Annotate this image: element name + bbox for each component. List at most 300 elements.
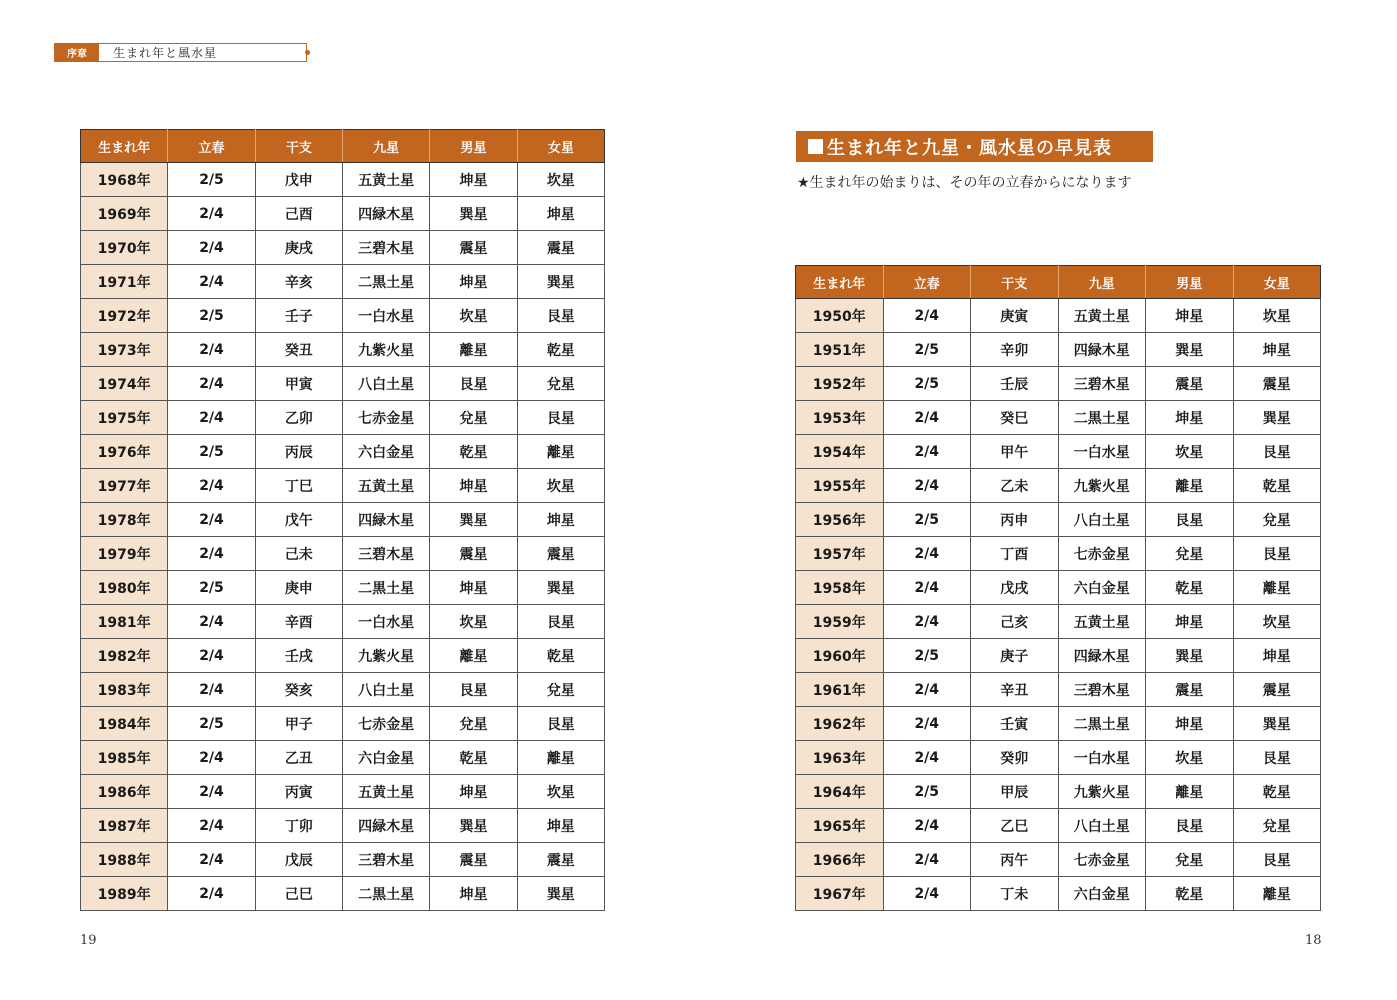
year-table-right xyxy=(795,265,1321,911)
table-cell: 辛丑 xyxy=(971,673,1059,707)
table-cell: 巽星 xyxy=(1233,707,1321,741)
table-row xyxy=(796,299,1321,333)
table-cell: 2/4 xyxy=(168,333,255,367)
table-body xyxy=(81,163,605,911)
year-cell: 1974年 xyxy=(81,367,168,401)
table-cell: 艮星 xyxy=(1233,741,1321,775)
table-row xyxy=(81,877,605,911)
table-row xyxy=(81,265,605,299)
year-cell: 1987年 xyxy=(81,809,168,843)
table-row xyxy=(796,435,1321,469)
table-cell: 坎星 xyxy=(517,469,604,503)
table-header-row xyxy=(796,266,1321,299)
table-cell: 七赤金星 xyxy=(1058,843,1146,877)
table-cell: 坤星 xyxy=(430,265,517,299)
table-cell: 五黄土星 xyxy=(342,469,429,503)
table-cell: 五黄土星 xyxy=(1058,299,1146,333)
section-heading xyxy=(796,131,1153,162)
table-cell: 2/4 xyxy=(168,367,255,401)
table-cell: 辛卯 xyxy=(971,333,1059,367)
table-cell: 乾星 xyxy=(1146,571,1234,605)
table-cell: 坎星 xyxy=(430,605,517,639)
table-row xyxy=(81,605,605,639)
table-row xyxy=(81,639,605,673)
table-cell: 戊午 xyxy=(255,503,342,537)
table-cell: 坤星 xyxy=(517,809,604,843)
column-header: 立春 xyxy=(883,266,971,299)
heading-text: 生まれ年と九星・風水星の早見表 xyxy=(827,137,1112,159)
square-icon xyxy=(808,139,823,154)
table-cell: 震星 xyxy=(517,537,604,571)
year-cell: 1953年 xyxy=(796,401,884,435)
table-cell: 艮星 xyxy=(430,673,517,707)
table-cell: 癸丑 xyxy=(255,333,342,367)
table-cell: 兌星 xyxy=(1146,843,1234,877)
column-header: 生まれ年 xyxy=(796,266,884,299)
table-cell: 2/4 xyxy=(883,469,971,503)
table-cell: 2/4 xyxy=(883,843,971,877)
table-cell: 巽星 xyxy=(1146,639,1234,673)
column-header: 男星 xyxy=(430,130,517,163)
year-cell: 1980年 xyxy=(81,571,168,605)
table-cell: 五黄土星 xyxy=(1058,605,1146,639)
table-cell: 2/5 xyxy=(168,571,255,605)
table-row xyxy=(796,537,1321,571)
table-cell: 2/4 xyxy=(883,537,971,571)
table-cell: 兌星 xyxy=(1233,809,1321,843)
table-cell: 震星 xyxy=(1233,673,1321,707)
column-header: 生まれ年 xyxy=(81,130,168,163)
table-cell: 兌星 xyxy=(430,707,517,741)
table-cell: 兌星 xyxy=(517,673,604,707)
table-cell: 辛亥 xyxy=(255,265,342,299)
table-cell: 乙巳 xyxy=(971,809,1059,843)
table-cell: 四緑木星 xyxy=(342,809,429,843)
table-cell: 坤星 xyxy=(517,503,604,537)
table-cell: 丙辰 xyxy=(255,435,342,469)
year-cell: 1951年 xyxy=(796,333,884,367)
table-row xyxy=(796,639,1321,673)
table-cell: 坤星 xyxy=(430,163,517,197)
table-row xyxy=(796,775,1321,809)
table-cell: 2/4 xyxy=(883,809,971,843)
table-cell: 2/5 xyxy=(168,299,255,333)
column-header: 女星 xyxy=(1233,266,1321,299)
table-cell: 2/4 xyxy=(883,401,971,435)
table-cell: 九紫火星 xyxy=(342,639,429,673)
chapter-header xyxy=(54,43,307,62)
table-cell: 丁未 xyxy=(971,877,1059,911)
year-cell: 1985年 xyxy=(81,741,168,775)
table-cell: 兌星 xyxy=(1146,537,1234,571)
table-cell: 乾星 xyxy=(1233,469,1321,503)
table-cell: 乾星 xyxy=(430,435,517,469)
page-number-left: 19 xyxy=(80,933,97,948)
table-cell: 2/4 xyxy=(883,299,971,333)
table-cell: 坤星 xyxy=(517,197,604,231)
table-row xyxy=(81,843,605,877)
table-cell: 三碧木星 xyxy=(1058,673,1146,707)
year-cell: 1950年 xyxy=(796,299,884,333)
table-row xyxy=(796,333,1321,367)
table-cell: 2/5 xyxy=(883,367,971,401)
table-cell: 2/5 xyxy=(168,163,255,197)
table-cell: 2/5 xyxy=(883,503,971,537)
table-cell: 離星 xyxy=(1146,775,1234,809)
table-cell: 離星 xyxy=(517,435,604,469)
table-row xyxy=(796,877,1321,911)
table-cell: 己未 xyxy=(255,537,342,571)
table-cell: 2/4 xyxy=(168,673,255,707)
table-cell: 離星 xyxy=(517,741,604,775)
table-cell: 震星 xyxy=(1146,367,1234,401)
table-cell: 離星 xyxy=(1146,469,1234,503)
table-cell: 壬寅 xyxy=(971,707,1059,741)
table-row xyxy=(796,469,1321,503)
year-cell: 1954年 xyxy=(796,435,884,469)
table-cell: 艮星 xyxy=(1233,537,1321,571)
table-row xyxy=(81,707,605,741)
table-row xyxy=(796,673,1321,707)
table-cell: 庚申 xyxy=(255,571,342,605)
table-cell: 2/4 xyxy=(168,605,255,639)
table-cell: 丙午 xyxy=(971,843,1059,877)
table-cell: 震星 xyxy=(517,231,604,265)
year-table-left xyxy=(80,129,605,911)
table-cell: 丙寅 xyxy=(255,775,342,809)
year-cell: 1984年 xyxy=(81,707,168,741)
table-cell: 2/4 xyxy=(883,435,971,469)
table-cell: 三碧木星 xyxy=(342,843,429,877)
table-cell: 坎星 xyxy=(1146,741,1234,775)
table-cell: 己酉 xyxy=(255,197,342,231)
table-cell: 三碧木星 xyxy=(342,231,429,265)
decorative-dot-icon xyxy=(305,50,310,55)
table-cell: 艮星 xyxy=(517,605,604,639)
year-cell: 1958年 xyxy=(796,571,884,605)
table-cell: 六白金星 xyxy=(342,435,429,469)
year-cell: 1965年 xyxy=(796,809,884,843)
table-cell: 癸巳 xyxy=(971,401,1059,435)
table-cell: 五黄土星 xyxy=(342,775,429,809)
table-cell: 2/4 xyxy=(168,197,255,231)
table-cell: 二黒土星 xyxy=(342,571,429,605)
table-cell: 2/4 xyxy=(168,877,255,911)
column-header: 女星 xyxy=(517,130,604,163)
year-cell: 1972年 xyxy=(81,299,168,333)
table-cell: 九紫火星 xyxy=(1058,775,1146,809)
table-cell: 艮星 xyxy=(517,299,604,333)
table-cell: 癸亥 xyxy=(255,673,342,707)
table-cell: 艮星 xyxy=(1146,809,1234,843)
table-body xyxy=(796,299,1321,911)
year-cell: 1975年 xyxy=(81,401,168,435)
table-cell: 巽星 xyxy=(517,877,604,911)
table-cell: 乾星 xyxy=(430,741,517,775)
table-cell: 戊申 xyxy=(255,163,342,197)
table-cell: 坤星 xyxy=(1146,401,1234,435)
table-cell: 2/4 xyxy=(168,639,255,673)
chapter-title: 生まれ年と風水星 xyxy=(113,46,218,60)
table-cell: 七赤金星 xyxy=(342,401,429,435)
table-row xyxy=(796,367,1321,401)
table-cell: 七赤金星 xyxy=(1058,537,1146,571)
table-cell: 巽星 xyxy=(517,265,604,299)
table-cell: 六白金星 xyxy=(1058,571,1146,605)
note-text: ★生まれ年の始まりは、その年の立春からになります xyxy=(797,175,1132,191)
table-cell: 一白水星 xyxy=(1058,741,1146,775)
table-cell: 艮星 xyxy=(430,367,517,401)
table-cell: 八白土星 xyxy=(342,367,429,401)
table-cell: 巽星 xyxy=(1146,333,1234,367)
table-cell: 二黒土星 xyxy=(1058,401,1146,435)
table-cell: 四緑木星 xyxy=(342,197,429,231)
table-row xyxy=(796,809,1321,843)
year-cell: 1969年 xyxy=(81,197,168,231)
table-cell: 乙丑 xyxy=(255,741,342,775)
year-cell: 1967年 xyxy=(796,877,884,911)
table-cell: 2/4 xyxy=(168,843,255,877)
table-cell: 坤星 xyxy=(430,571,517,605)
table-cell: 震星 xyxy=(1146,673,1234,707)
table-cell: 震星 xyxy=(430,231,517,265)
table-cell: 庚子 xyxy=(971,639,1059,673)
table-cell: 庚戌 xyxy=(255,231,342,265)
table-cell: 癸卯 xyxy=(971,741,1059,775)
table-cell: 六白金星 xyxy=(1058,877,1146,911)
table-cell: 2/5 xyxy=(883,333,971,367)
table-cell: 乾星 xyxy=(517,639,604,673)
table-cell: 坎星 xyxy=(517,163,604,197)
table-row xyxy=(81,809,605,843)
table-cell: 九紫火星 xyxy=(342,333,429,367)
table-row xyxy=(796,843,1321,877)
table-cell: 乾星 xyxy=(1233,775,1321,809)
table-cell: 艮星 xyxy=(517,401,604,435)
table-cell: 震星 xyxy=(430,843,517,877)
table-cell: 八白土星 xyxy=(1058,503,1146,537)
table-row xyxy=(81,367,605,401)
table-cell: 坤星 xyxy=(1146,299,1234,333)
year-cell: 1988年 xyxy=(81,843,168,877)
year-cell: 1982年 xyxy=(81,639,168,673)
table-cell: 坤星 xyxy=(1233,639,1321,673)
year-cell: 1976年 xyxy=(81,435,168,469)
table-row xyxy=(81,197,605,231)
table-cell: 戊辰 xyxy=(255,843,342,877)
table-row xyxy=(81,503,605,537)
table-cell: 離星 xyxy=(1233,571,1321,605)
table-cell: 2/5 xyxy=(883,775,971,809)
table-row xyxy=(81,401,605,435)
table-row xyxy=(796,741,1321,775)
table-cell: 二黒土星 xyxy=(1058,707,1146,741)
table-cell: 五黄土星 xyxy=(342,163,429,197)
year-cell: 1986年 xyxy=(81,775,168,809)
year-cell: 1957年 xyxy=(796,537,884,571)
table-cell: 八白土星 xyxy=(342,673,429,707)
table-row xyxy=(81,571,605,605)
table-cell: 2/4 xyxy=(168,401,255,435)
table-cell: 2/4 xyxy=(168,537,255,571)
table-cell: 庚寅 xyxy=(971,299,1059,333)
table-cell: 震星 xyxy=(430,537,517,571)
table-cell: 二黒土星 xyxy=(342,877,429,911)
table-cell: 乾星 xyxy=(1146,877,1234,911)
table-cell: 一白水星 xyxy=(342,605,429,639)
table-cell: 坎星 xyxy=(517,775,604,809)
table-cell: 坤星 xyxy=(430,877,517,911)
table-cell: 辛酉 xyxy=(255,605,342,639)
table-header-row xyxy=(81,130,605,163)
column-header: 干支 xyxy=(255,130,342,163)
table-cell: 壬辰 xyxy=(971,367,1059,401)
year-cell: 1979年 xyxy=(81,537,168,571)
table-cell: 2/4 xyxy=(883,571,971,605)
table-cell: 巽星 xyxy=(1233,401,1321,435)
year-cell: 1966年 xyxy=(796,843,884,877)
table-cell: 一白水星 xyxy=(342,299,429,333)
table-row xyxy=(796,401,1321,435)
table-cell: 丁酉 xyxy=(971,537,1059,571)
table-row xyxy=(81,299,605,333)
year-cell: 1971年 xyxy=(81,265,168,299)
table-cell: 2/5 xyxy=(883,639,971,673)
table-cell: 坤星 xyxy=(430,469,517,503)
year-cell: 1960年 xyxy=(796,639,884,673)
column-header: 男星 xyxy=(1146,266,1234,299)
table-cell: 坎星 xyxy=(1146,435,1234,469)
table-row xyxy=(796,605,1321,639)
table-cell: 甲辰 xyxy=(971,775,1059,809)
table-cell: 2/4 xyxy=(168,231,255,265)
year-cell: 1955年 xyxy=(796,469,884,503)
table-cell: 坤星 xyxy=(1146,707,1234,741)
table-cell: 巽星 xyxy=(430,197,517,231)
table-row xyxy=(796,707,1321,741)
table-row xyxy=(81,231,605,265)
table-cell: 2/4 xyxy=(168,469,255,503)
table-row xyxy=(81,333,605,367)
table-cell: 2/4 xyxy=(883,605,971,639)
table-cell: 艮星 xyxy=(1146,503,1234,537)
table-cell: 2/5 xyxy=(168,435,255,469)
table-cell: 離星 xyxy=(1233,877,1321,911)
year-cell: 1981年 xyxy=(81,605,168,639)
table-cell: 離星 xyxy=(430,333,517,367)
year-cell: 1959年 xyxy=(796,605,884,639)
year-cell: 1968年 xyxy=(81,163,168,197)
table-cell: 乙未 xyxy=(971,469,1059,503)
table-cell: 三碧木星 xyxy=(1058,367,1146,401)
table-cell: 2/4 xyxy=(883,707,971,741)
table-cell: 艮星 xyxy=(1233,843,1321,877)
table-cell: 丁卯 xyxy=(255,809,342,843)
table-cell: 2/4 xyxy=(168,775,255,809)
table-cell: 甲午 xyxy=(971,435,1059,469)
year-cell: 1956年 xyxy=(796,503,884,537)
table-cell: 坤星 xyxy=(430,775,517,809)
table-cell: 乾星 xyxy=(517,333,604,367)
table-cell: 2/4 xyxy=(168,741,255,775)
table-cell: 2/4 xyxy=(168,503,255,537)
table-cell: 己巳 xyxy=(255,877,342,911)
column-header: 立春 xyxy=(168,130,255,163)
table-cell: 乙卯 xyxy=(255,401,342,435)
column-header: 干支 xyxy=(971,266,1059,299)
table-cell: 坤星 xyxy=(1233,333,1321,367)
table-cell: 四緑木星 xyxy=(1058,333,1146,367)
table-cell: 巽星 xyxy=(517,571,604,605)
table-cell: 甲寅 xyxy=(255,367,342,401)
table-cell: 2/4 xyxy=(168,809,255,843)
table-cell: 四緑木星 xyxy=(342,503,429,537)
table-cell: 甲子 xyxy=(255,707,342,741)
year-cell: 1989年 xyxy=(81,877,168,911)
year-cell: 1977年 xyxy=(81,469,168,503)
table-cell: 戊戌 xyxy=(971,571,1059,605)
table-row xyxy=(81,775,605,809)
table-cell: 2/5 xyxy=(168,707,255,741)
year-cell: 1964年 xyxy=(796,775,884,809)
table-cell: 坤星 xyxy=(1146,605,1234,639)
table-row xyxy=(81,163,605,197)
table-cell: 九紫火星 xyxy=(1058,469,1146,503)
year-cell: 1970年 xyxy=(81,231,168,265)
table-cell: 坎星 xyxy=(1233,605,1321,639)
table-cell: 2/4 xyxy=(883,877,971,911)
table-cell: 七赤金星 xyxy=(342,707,429,741)
table-cell: 一白水星 xyxy=(1058,435,1146,469)
year-cell: 1961年 xyxy=(796,673,884,707)
year-cell: 1978年 xyxy=(81,503,168,537)
year-cell: 1973年 xyxy=(81,333,168,367)
table-cell: 2/4 xyxy=(168,265,255,299)
column-header: 九星 xyxy=(342,130,429,163)
table-cell: 六白金星 xyxy=(342,741,429,775)
page-number-right: 18 xyxy=(1305,933,1322,948)
table-row xyxy=(81,469,605,503)
table-cell: 壬戌 xyxy=(255,639,342,673)
table-cell: 2/4 xyxy=(883,673,971,707)
table-row xyxy=(81,537,605,571)
table-row xyxy=(796,571,1321,605)
year-cell: 1983年 xyxy=(81,673,168,707)
table-cell: 壬子 xyxy=(255,299,342,333)
table-cell: 巽星 xyxy=(430,503,517,537)
column-header: 九星 xyxy=(1058,266,1146,299)
table-cell: 兌星 xyxy=(517,367,604,401)
year-cell: 1963年 xyxy=(796,741,884,775)
table-cell: 八白土星 xyxy=(1058,809,1146,843)
table-cell: 兌星 xyxy=(1233,503,1321,537)
table-cell: 坎星 xyxy=(430,299,517,333)
table-cell: 離星 xyxy=(430,639,517,673)
table-cell: 震星 xyxy=(517,843,604,877)
table-cell: 2/4 xyxy=(883,741,971,775)
table-cell: 丙申 xyxy=(971,503,1059,537)
table-cell: 三碧木星 xyxy=(342,537,429,571)
table-row xyxy=(81,673,605,707)
table-cell: 己亥 xyxy=(971,605,1059,639)
table-cell: 震星 xyxy=(1233,367,1321,401)
year-cell: 1952年 xyxy=(796,367,884,401)
table-cell: 丁巳 xyxy=(255,469,342,503)
chapter-badge: 序章 xyxy=(55,44,99,61)
table-row xyxy=(81,741,605,775)
table-cell: 艮星 xyxy=(1233,435,1321,469)
table-cell: 艮星 xyxy=(517,707,604,741)
